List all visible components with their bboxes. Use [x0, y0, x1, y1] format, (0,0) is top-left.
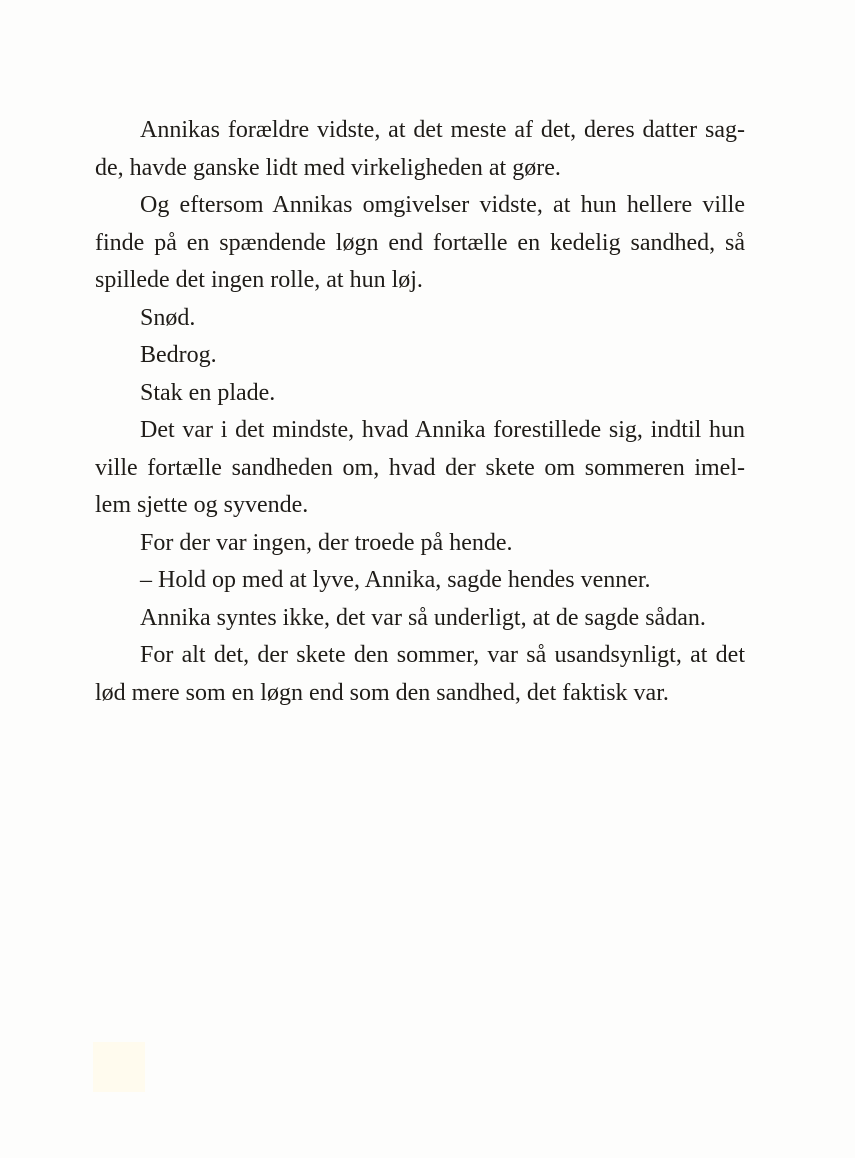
- text-line: [95, 300, 745, 338]
- text-line-content: de, havde ganske lidt med virkeligheden at gøre.: [95, 154, 561, 181]
- text-line: [95, 225, 745, 263]
- text-line: [95, 562, 745, 600]
- text-line: [95, 337, 745, 375]
- text-block: [95, 112, 745, 712]
- text-line-content: Stak en plade.: [140, 379, 276, 406]
- text-line: [95, 450, 745, 488]
- text-line-content: Det var i det mindste, hvad Annika forestillede sig, indtil hun: [140, 417, 745, 443]
- text-line-content: Annika syntes ikke, det var så underligt, at de sagde sådan.: [140, 604, 706, 631]
- text-line: [95, 150, 745, 188]
- text-line-content: For der var ingen, der troede på hende.: [140, 529, 513, 556]
- text-line: [95, 262, 745, 300]
- text-line: [95, 675, 745, 713]
- text-line: [95, 487, 745, 525]
- text-line: [95, 525, 745, 563]
- text-line: [95, 112, 745, 150]
- text-line-content: – Hold op med at lyve, Annika, sagde hendes venner.: [140, 567, 651, 593]
- text-line-content: lød mere som en løgn end som den sandhed, det faktisk var.: [95, 679, 669, 706]
- scan-artifact: [93, 1042, 145, 1092]
- text-line-content: For alt det, der skete den sommer, var så usandsynligt, at det: [140, 642, 745, 668]
- text-line-content: Snød.: [140, 304, 196, 331]
- text-line: [95, 375, 745, 413]
- text-line: [95, 187, 745, 225]
- text-line-content: Bedrog.: [140, 342, 217, 368]
- text-line-content: spillede det ingen rolle, at hun løj.: [95, 267, 423, 293]
- text-line: [95, 412, 745, 450]
- text-line: [95, 600, 745, 638]
- text-line-content: lem sjette og syvende.: [95, 492, 309, 518]
- text-line-content: finde på en spændende løgn end fortælle en kedelig sandhed, så: [95, 229, 745, 256]
- text-line-content: ville fortælle sandheden om, hvad der skete om sommeren imel-: [95, 454, 745, 481]
- text-line-content: Og eftersom Annikas omgivelser vidste, at hun hellere ville: [140, 192, 745, 218]
- text-line-content: Annikas forældre vidste, at det meste af det, deres datter sag-: [140, 117, 745, 143]
- text-line: [95, 637, 745, 675]
